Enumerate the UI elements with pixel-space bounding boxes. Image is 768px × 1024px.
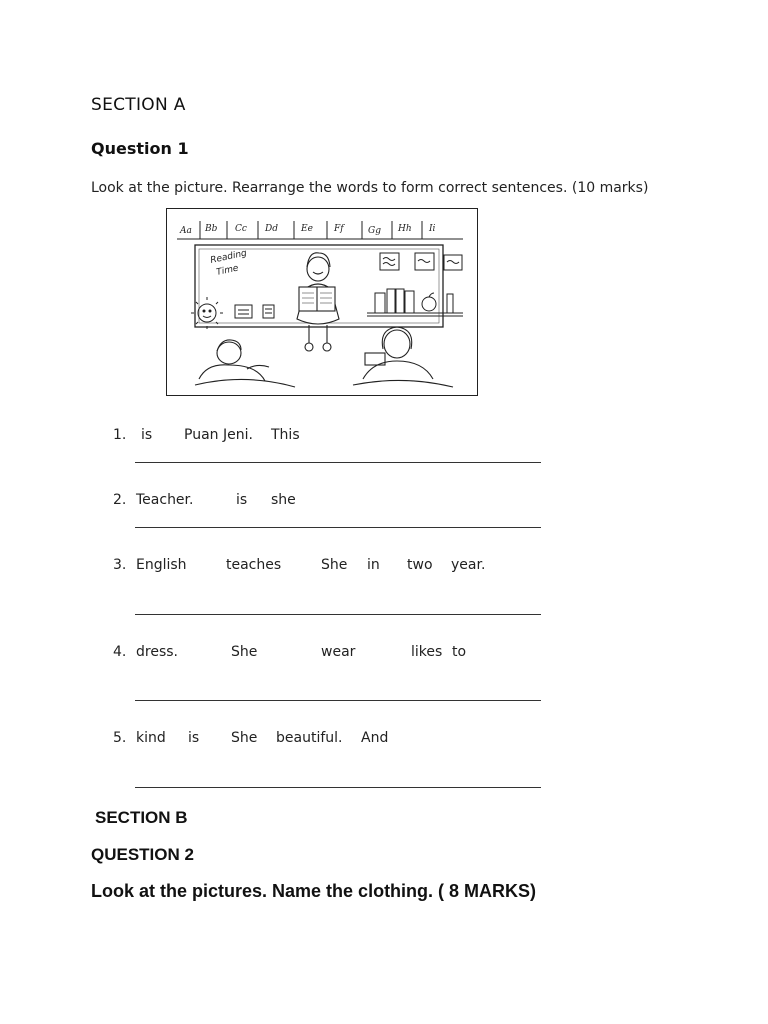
item-3-word-2: teaches bbox=[226, 557, 282, 573]
student-girl bbox=[353, 327, 453, 387]
section-a-title: SECTION A bbox=[91, 95, 186, 115]
item-5-number: 5. bbox=[113, 730, 127, 746]
item-2-word-2: is bbox=[236, 492, 248, 508]
alphabet-card-ii: Ii bbox=[429, 224, 436, 234]
student-boy bbox=[195, 340, 295, 387]
item-3-word-4: in bbox=[367, 557, 380, 573]
alphabet-cards bbox=[179, 221, 436, 239]
board-text-time: Time bbox=[215, 263, 240, 278]
item-3-word-1: English bbox=[136, 557, 187, 573]
item-5-word-1: kind bbox=[136, 730, 166, 746]
wall-papers bbox=[235, 305, 274, 318]
question-2-instruction: Look at the pictures. Name the clothing. ( 8 MARKS) bbox=[91, 881, 537, 901]
section-b-title: SECTION B bbox=[95, 808, 188, 827]
wall-pictures bbox=[380, 253, 462, 270]
question-1-title: Question 1 bbox=[91, 139, 189, 158]
item-2-word-1: Teacher. bbox=[136, 492, 194, 508]
item-5-answer-line[interactable] bbox=[135, 787, 541, 788]
item-3-answer-line[interactable] bbox=[135, 614, 541, 615]
item-1-number: 1. bbox=[113, 427, 127, 443]
classroom-illustration bbox=[166, 208, 478, 396]
item-4-word-3: wear bbox=[321, 644, 356, 660]
item-5-word-5: And bbox=[361, 730, 389, 746]
alphabet-card-dd: Dd bbox=[265, 224, 278, 234]
item-2-answer-line[interactable] bbox=[135, 527, 541, 528]
item-5-word-4: beautiful. bbox=[276, 730, 343, 746]
alphabet-card-hh: Hh bbox=[398, 224, 412, 234]
alphabet-card-aa: Aa bbox=[180, 226, 192, 236]
item-5-word-3: She bbox=[231, 730, 258, 746]
alphabet-card-bb: Bb bbox=[205, 224, 218, 234]
alphabet-card-ee: Ee bbox=[301, 224, 313, 234]
item-1-answer-line[interactable] bbox=[135, 462, 541, 463]
alphabet-card-ff: Ff bbox=[334, 224, 344, 234]
item-4-word-5: to bbox=[452, 644, 467, 660]
classroom-drawing bbox=[167, 209, 477, 395]
item-4-answer-line[interactable] bbox=[135, 700, 541, 701]
item-2-number: 2. bbox=[113, 492, 127, 508]
board-text-reading: Reading bbox=[209, 248, 248, 266]
item-4-word-1: dress. bbox=[136, 644, 178, 660]
item-4-word-2: She bbox=[231, 644, 258, 660]
alphabet-card-cc: Cc bbox=[235, 224, 247, 234]
item-3-word-6: year. bbox=[451, 557, 486, 573]
item-1-word-2: Puan Jeni. bbox=[184, 427, 253, 443]
item-4-word-4: likes bbox=[411, 644, 443, 660]
item-5-word-2: is bbox=[188, 730, 200, 746]
item-3-word-3: She bbox=[321, 557, 348, 573]
sun-icon bbox=[191, 297, 223, 329]
item-1-word-3: This bbox=[271, 427, 300, 443]
alphabet-card-gg: Gg bbox=[368, 226, 381, 236]
item-1-word-1: is bbox=[141, 427, 153, 443]
item-3-word-5: two bbox=[407, 557, 433, 573]
bookshelf bbox=[367, 289, 463, 316]
item-2-word-3: she bbox=[271, 492, 296, 508]
teacher-figure bbox=[297, 253, 339, 351]
item-3-number: 3. bbox=[113, 557, 127, 573]
question-1-instruction: Look at the picture. Rearrange the words to form correct sentences. (10 marks) bbox=[91, 180, 649, 196]
question-2-title: QUESTION 2 bbox=[91, 845, 194, 864]
item-4-number: 4. bbox=[113, 644, 127, 660]
